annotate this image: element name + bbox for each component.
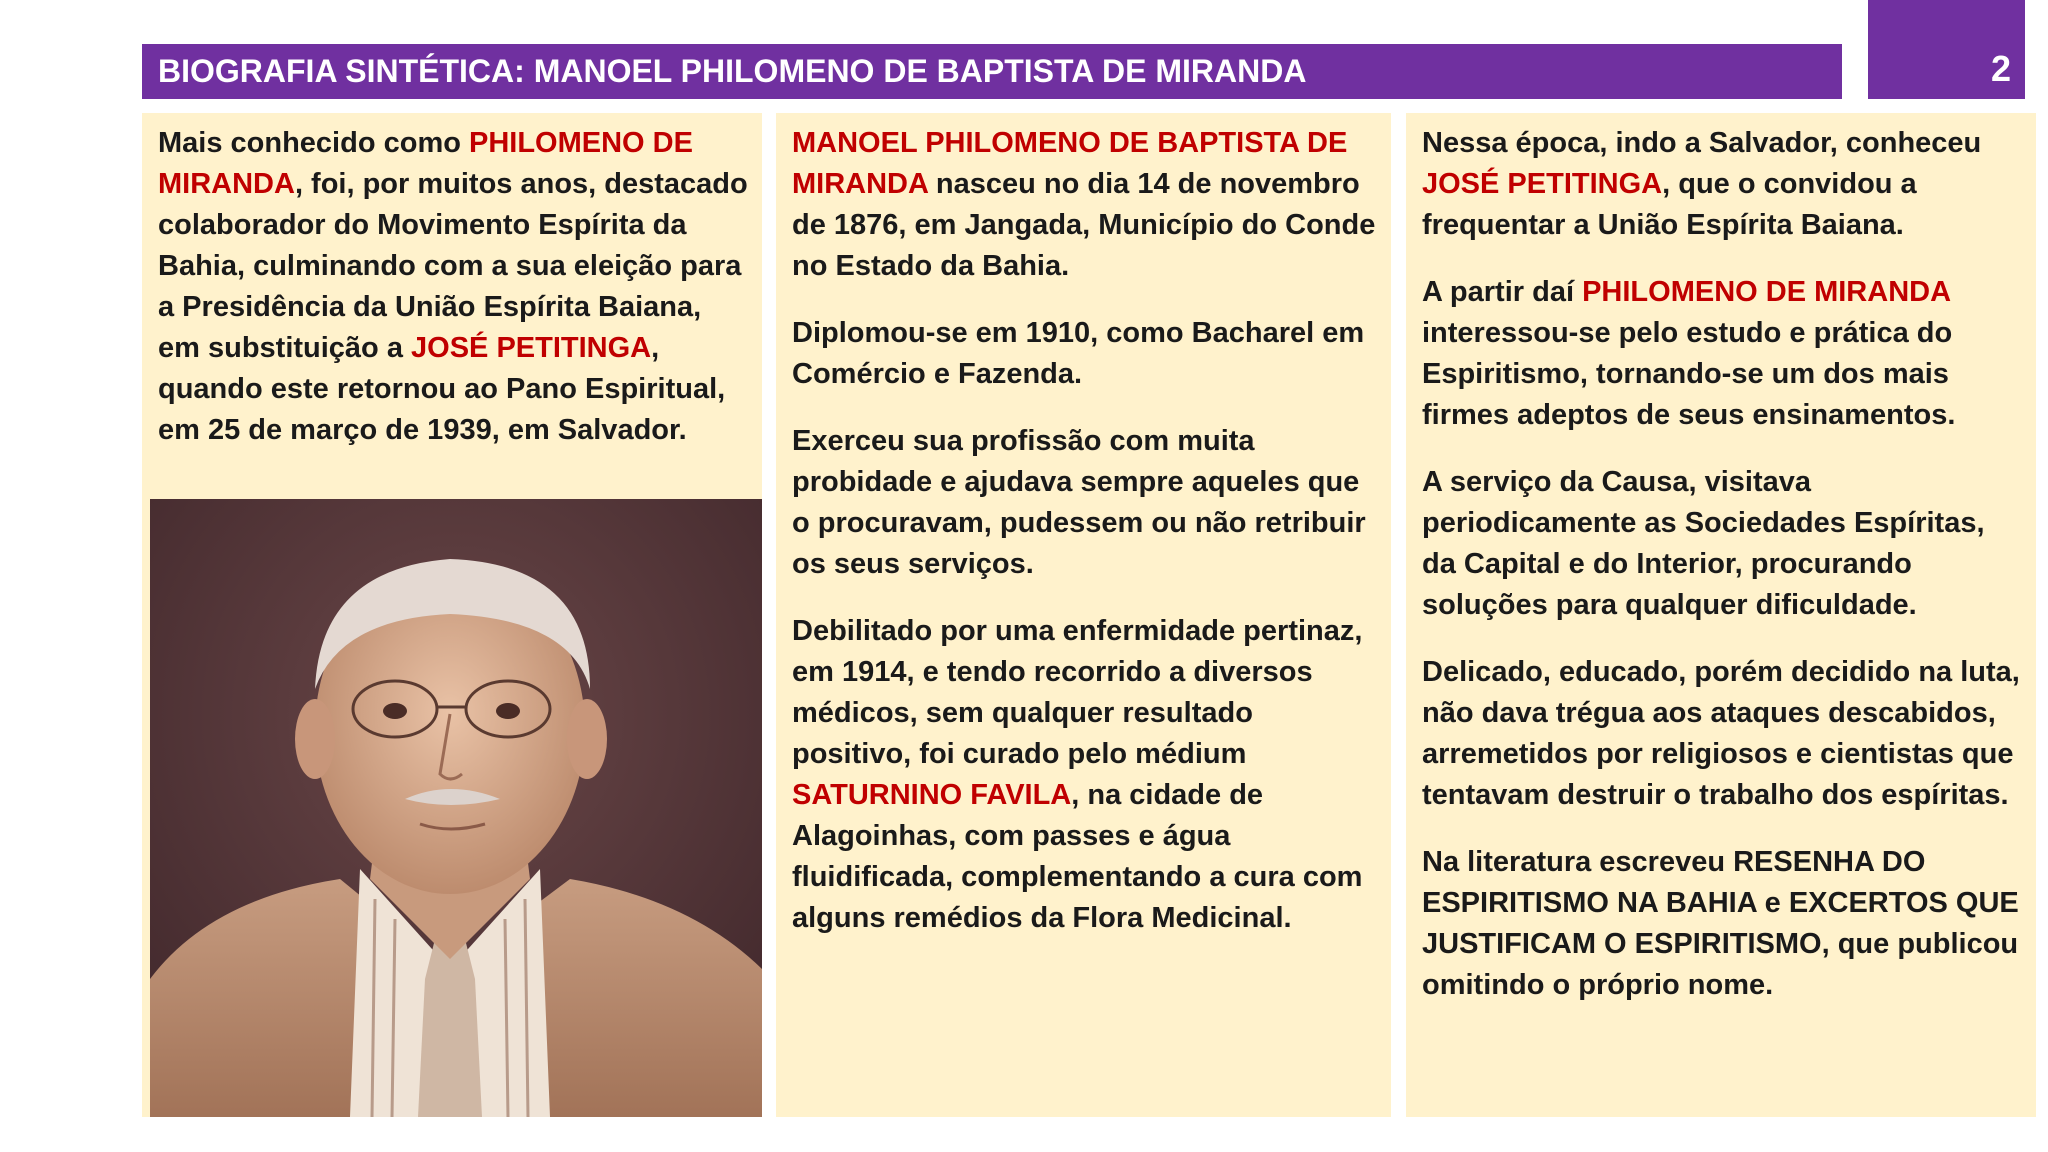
healing-paragraph: [792, 611, 1377, 939]
salvador-paragraph: [1422, 123, 2022, 246]
slide-title: BIOGRAFIA SINTÉTICA: MANOEL PHILOMENO DE BAPTISTA DE MIRANDA: [158, 53, 1307, 89]
text-run: , foi, por muitos anos, destacado colaborador do Movimento Espírita da Bahia, culminando com a sua eleição para a Presidência da União Espírita Baiana, em substituição a: [158, 168, 748, 364]
text-run: nasceu no dia 14 de novembro de 1876, em Jangada, Município do Conde no Estado da Bahia.: [792, 168, 1376, 282]
text-run: A partir daí: [1422, 276, 1583, 308]
degree-paragraph: Diplomou-se em 1910, como Bacharel em Comércio e Fazenda.: [792, 317, 1365, 390]
page-number-tab: [1868, 0, 2025, 99]
page-number: 2: [1990, 48, 2011, 89]
highlight-name: PHILOMENO DE MIRANDA: [158, 127, 693, 200]
service-paragraph: A serviço da Causa, visitava periodicamente as Sociedades Espíritas, da Capital e do Interior, procurando soluções para qualquer dificuldade.: [1422, 466, 1985, 621]
biography-text: [776, 113, 1391, 939]
title-bar: [142, 44, 1842, 99]
character-paragraph: Delicado, educado, porém decidido na luta, não dava trégua aos ataques descabidos, arremetidos por religiosos e cientistas que tentavam destruir o trabalho dos espíritas.: [1422, 656, 2020, 811]
legacy-text: [1406, 113, 2036, 1006]
text-run: Mais conhecido como: [158, 127, 469, 159]
spiritism-paragraph: [1422, 272, 2022, 436]
column-intro: [142, 113, 762, 1117]
birth-paragraph: [792, 123, 1377, 287]
profession-paragraph: Exerceu sua profissão com muita probidade e ajudava sempre aqueles que o procuravam, pudessem ou não retribuir os seus serviços.: [792, 425, 1366, 580]
column-biography: [776, 113, 1391, 1117]
highlight-name: MANOEL PHILOMENO DE BAPTISTA DE MIRANDA: [792, 127, 1348, 200]
text-run: , quando este retornou ao Pano Espiritual, em 25 de março de 1939, em Salvador.: [158, 332, 726, 446]
text-run: , que o convidou a frequentar a União Espírita Baiana.: [1422, 168, 1917, 241]
literature-paragraph: Na literatura escreveu RESENHA DO ESPIRITISMO NA BAHIA e EXCERTOS QUE JUSTIFICAM O ESPIRITISMO, que publicou omitindo o próprio nome.: [1422, 846, 2019, 1001]
highlight-name: JOSÉ PETITINGA: [1422, 168, 1663, 200]
portrait-photo: [150, 499, 762, 1117]
intro-text: [142, 113, 762, 451]
text-run: Debilitado por uma enfermidade pertinaz, em 1914, e tendo recorrido a diversos médicos, sem qualquer resultado positivo, foi curado pelo médium: [792, 615, 1363, 770]
text-run: interessou-se pelo estudo e prática do Espiritismo, tornando-se um dos mais firmes adeptos de seus ensinamentos.: [1422, 317, 1956, 431]
intro-paragraph: [158, 123, 748, 451]
text-run: , na cidade de Alagoinhas, com passes e água fluidificada, complementando a cura com alguns remédios da Flora Medicinal.: [792, 779, 1363, 934]
highlight-name: SATURNINO FAVILA: [792, 779, 1072, 811]
column-legacy: [1406, 113, 2036, 1117]
text-run: Nessa época, indo a Salvador, conheceu: [1422, 127, 1982, 159]
highlight-name: PHILOMENO DE MIRANDA: [1582, 276, 1950, 308]
highlight-name: JOSÉ PETITINGA: [411, 332, 652, 364]
